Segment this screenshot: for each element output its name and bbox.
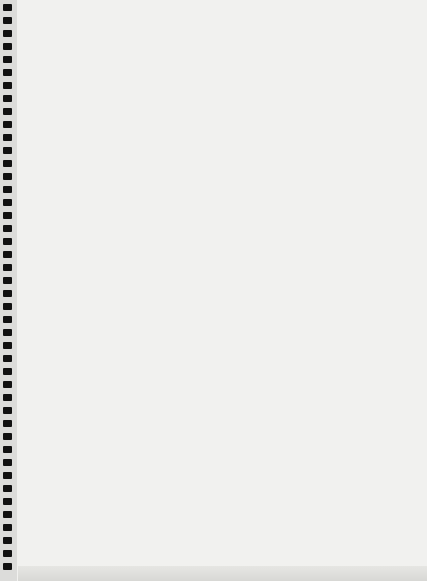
binder-hole	[3, 186, 12, 193]
binder-hole	[3, 199, 12, 206]
binder-hole	[3, 212, 12, 219]
binder-hole	[3, 264, 12, 271]
binder-hole	[3, 446, 12, 453]
binder-hole	[3, 290, 12, 297]
binder-hole	[3, 524, 12, 531]
binder-hole	[3, 238, 12, 245]
binder-hole	[3, 225, 12, 232]
binder-hole	[3, 160, 12, 167]
binder-hole	[3, 550, 12, 557]
binder-hole	[3, 277, 12, 284]
binder-hole	[3, 368, 12, 375]
binder-hole	[3, 407, 12, 414]
binder-hole	[3, 69, 12, 76]
binder-hole	[3, 381, 12, 388]
binder-hole	[3, 537, 12, 544]
binder-hole	[3, 43, 12, 50]
binder-hole	[3, 82, 12, 89]
binder-hole	[3, 472, 12, 479]
binder-strip	[0, 0, 17, 581]
binder-hole	[3, 394, 12, 401]
binder-hole	[3, 108, 12, 115]
binder-hole	[3, 420, 12, 427]
binder-hole	[3, 56, 12, 63]
binder-hole	[3, 498, 12, 505]
binder-hole	[3, 511, 12, 518]
binder-hole	[3, 4, 12, 11]
binder-hole	[3, 17, 12, 24]
binder-hole	[3, 251, 12, 258]
document-page	[22, 0, 422, 581]
binder-hole	[3, 147, 12, 154]
binder-hole	[3, 303, 12, 310]
binder-hole	[3, 134, 12, 141]
binder-hole	[3, 355, 12, 362]
binder-hole	[3, 329, 12, 336]
page-edge	[18, 566, 427, 581]
binder-hole	[3, 121, 12, 128]
binder-hole	[3, 433, 12, 440]
binder-hole	[3, 173, 12, 180]
binder-hole	[3, 342, 12, 349]
binder-hole	[3, 95, 12, 102]
binder-hole	[3, 485, 12, 492]
binder-hole	[3, 563, 12, 570]
binder-hole	[3, 316, 12, 323]
binder-hole	[3, 30, 12, 37]
binder-hole	[3, 459, 12, 466]
